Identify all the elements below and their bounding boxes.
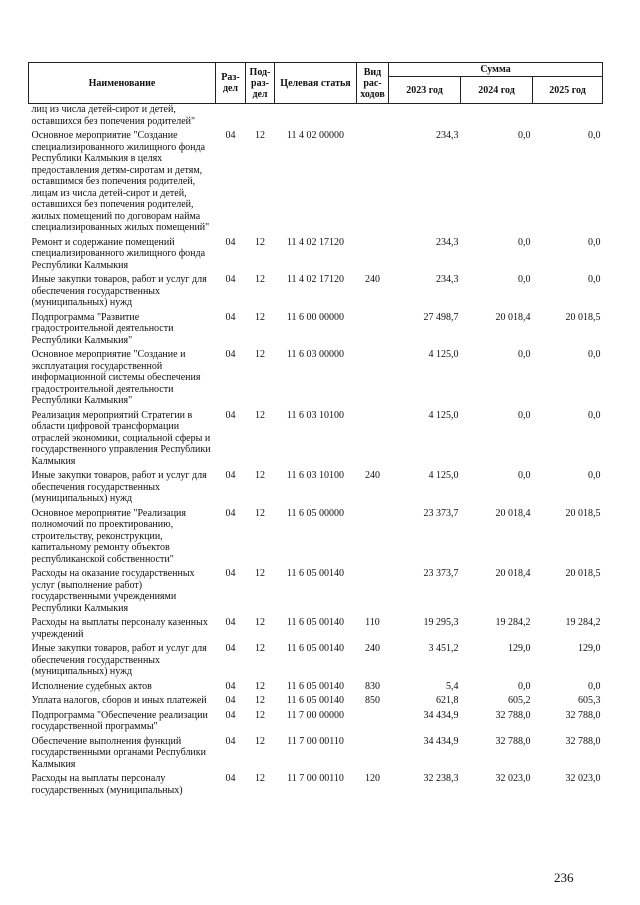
row-name: Ремонт и содержание помещений специализированного жилищного фонда Республики Калмыкия	[31, 236, 206, 271]
row-tselevaya-statya: 11 6 03 00000	[286, 349, 345, 360]
table-row	[29, 617, 603, 643]
table-row	[29, 130, 603, 237]
row-razdel: 04	[225, 130, 236, 141]
row-sum-2023: 19 295,3	[423, 617, 459, 628]
row-vid-raskhodov: 240	[365, 643, 380, 654]
row-sum-2025: 19 284,2	[565, 617, 601, 628]
row-tselevaya-statya: 11 7 00 00110	[287, 773, 344, 784]
table-row	[29, 568, 603, 617]
header-razdel: Раз-дел	[216, 63, 246, 104]
table-row	[29, 237, 603, 275]
row-podrazdel: 12	[255, 680, 265, 692]
row-sum-2023: 3 451,2	[428, 643, 459, 654]
row-sum-2024: 0,0	[518, 349, 531, 360]
row-podrazdel: 12	[255, 617, 265, 628]
row-sum-2024: 0,0	[518, 236, 531, 248]
row-razdel: 04	[225, 274, 236, 285]
row-tselevaya-statya: 11 6 05 00140	[286, 617, 345, 628]
row-sum-2025: 605,3	[578, 695, 601, 706]
table-row	[29, 710, 603, 736]
table-row	[29, 736, 603, 774]
row-sum-2023: 23 373,7	[423, 507, 459, 519]
header-year-2025: 2025 год	[533, 77, 603, 104]
row-sum-2024: 0,0	[518, 470, 531, 481]
row-sum-2023: 32 238,3	[423, 773, 459, 784]
row-sum-2023: 234,3	[436, 130, 459, 141]
header-tselevaya-statya: Целевая статья	[275, 63, 357, 104]
row-sum-2025: 0,0	[588, 236, 601, 248]
header-summa: Сумма	[389, 63, 603, 77]
row-name: Основное мероприятие "Создание и эксплуатация государственной информационной системы обеспечения градостроительной деятельности Республики Калмыкия"	[31, 349, 201, 406]
row-podrazdel: 12	[255, 409, 265, 421]
row-podrazdel: 12	[255, 470, 265, 481]
row-sum-2025: 0,0	[588, 680, 601, 692]
row-podrazdel: 12	[255, 236, 265, 248]
row-tselevaya-statya: 11 4 02 17120	[286, 274, 345, 285]
row-sum-2023: 4 125,0	[428, 470, 459, 481]
row-sum-2023: 4 125,0	[428, 349, 459, 360]
row-razdel: 04	[225, 409, 236, 421]
row-sum-2023: 27 498,7	[423, 311, 459, 323]
row-name: Расходы на выплаты персоналу казенных учреждений	[31, 617, 208, 640]
row-sum-2024: 19 284,2	[495, 617, 531, 628]
row-podrazdel: 12	[255, 274, 265, 285]
table-row	[29, 508, 603, 569]
budget-table	[28, 62, 603, 799]
row-podrazdel: 12	[255, 643, 265, 654]
row-vid-raskhodov	[357, 104, 389, 131]
table-header	[29, 63, 603, 104]
row-name: Основное мероприятие "Создание специализированного жилищного фонда Республики Калмыкия в целях предоставления детям-сиротам и детям, оставшимся без попечения родителей, лицам из числа детей-сирот и детей, оставшихся без попечения родителей, жилых помещений по договорам найма специализированных жилых помещений"	[31, 130, 210, 233]
row-sum-2025: 32 788,0	[565, 735, 601, 747]
row-sum-2025: 129,0	[578, 643, 601, 654]
table-row	[29, 312, 603, 350]
row-razdel: 04	[225, 643, 236, 654]
row-podrazdel: 12	[255, 735, 265, 747]
row-sum-2024: 0,0	[518, 409, 531, 421]
table-row	[29, 274, 603, 312]
row-sum-2024: 32 788,0	[495, 735, 531, 747]
row-name: Подпрограмма "Развитие градостроительной деятельности Республики Калмыкия"	[31, 311, 174, 346]
row-tselevaya-statya: 11 6 00 00000	[286, 311, 345, 323]
row-sum-2024: 605,2	[508, 695, 531, 706]
row-razdel: 04	[225, 470, 236, 481]
row-tselevaya-statya: 11 4 02 17120	[286, 236, 345, 248]
header-podrazdel: Под-раз-дел	[246, 63, 275, 104]
header-vid-raskhodov: Вид рас-ходов	[357, 63, 389, 104]
row-sum-2025	[533, 104, 603, 131]
row-podrazdel: 12	[255, 568, 265, 579]
row-sum-2023: 5,4	[446, 680, 459, 692]
row-vid-raskhodov: 110	[365, 617, 380, 628]
row-name: Подпрограмма "Обеспечение реализации государственной программы"	[31, 709, 208, 732]
row-name: Расходы на выплаты персоналу государственных (муниципальных)	[31, 773, 183, 796]
row-sum-2025: 0,0	[588, 130, 601, 141]
row-sum-2025: 0,0	[588, 409, 601, 421]
row-razdel: 04	[225, 311, 236, 323]
row-sum-2025: 20 018,5	[565, 507, 601, 519]
row-tselevaya-statya: 11 7 00 00110	[287, 735, 344, 747]
row-razdel: 04	[225, 735, 236, 747]
row-vid-raskhodov: 120	[365, 773, 380, 784]
row-sum-2024: 0,0	[518, 130, 531, 141]
row-razdel: 04	[225, 773, 236, 784]
row-razdel	[216, 104, 246, 131]
header-year-2023: 2023 год	[389, 77, 461, 104]
row-sum-2023	[389, 104, 461, 131]
page-number: 236	[554, 870, 574, 885]
row-sum-2025: 20 018,5	[565, 568, 601, 579]
row-tselevaya-statya: 11 6 05 00140	[286, 643, 345, 654]
row-razdel: 04	[225, 568, 236, 579]
row-razdel: 04	[225, 349, 236, 360]
row-sum-2023: 4 125,0	[428, 409, 459, 421]
row-vid-raskhodov	[357, 312, 389, 350]
row-vid-raskhodov	[357, 710, 389, 736]
row-sum-2023: 234,3	[436, 236, 459, 248]
row-name: Основное мероприятие "Реализация полномочий по проектированию, строительству, реконструкции, капитальному ремонту объектов республиканской собственности"	[31, 507, 187, 565]
row-podrazdel: 12	[255, 349, 265, 360]
row-name: Расходы на оказание государственных услуг (выполнение работ) государственными учреждениями Республики Калмыкия	[31, 568, 195, 614]
table-body	[29, 104, 603, 800]
row-name: Иные закупки товаров, работ и услуг для обеспечения государственных (муниципальных) нужд	[31, 470, 207, 504]
row-razdel: 04	[225, 236, 236, 248]
row-name: лиц из числа детей-сирот и детей, оставшихся без попечения родителей"	[31, 104, 196, 127]
row-sum-2024: 129,0	[508, 643, 531, 654]
row-name: Иные закупки товаров, работ и услуг для обеспечения государственных (муниципальных) нужд	[31, 274, 207, 308]
table-row	[29, 695, 603, 710]
row-sum-2023: 34 434,9	[423, 709, 459, 721]
row-sum-2024: 20 018,4	[495, 507, 531, 519]
row-vid-raskhodov	[357, 349, 389, 410]
row-podrazdel: 12	[255, 695, 265, 706]
row-vid-raskhodov: 830	[365, 680, 380, 692]
row-tselevaya-statya: 11 6 03 10100	[286, 409, 345, 421]
budget-table-container	[28, 62, 602, 799]
row-vid-raskhodov: 240	[365, 470, 380, 481]
row-sum-2025: 32 788,0	[565, 709, 601, 721]
table-row	[29, 470, 603, 508]
row-name: Уплата налогов, сборов и иных платежей	[31, 695, 207, 706]
table-row	[29, 681, 603, 696]
row-vid-raskhodov	[357, 410, 389, 471]
row-sum-2025: 20 018,5	[565, 311, 601, 323]
row-sum-2023: 34 434,9	[423, 735, 459, 747]
table-row	[29, 410, 603, 471]
table-row	[29, 349, 603, 410]
row-sum-2023: 23 373,7	[423, 568, 459, 579]
row-vid-raskhodov	[357, 736, 389, 774]
row-sum-2024: 32 023,0	[495, 773, 531, 784]
row-podrazdel: 12	[255, 311, 265, 323]
table-row	[29, 643, 603, 681]
row-sum-2023: 621,8	[436, 695, 459, 706]
row-vid-raskhodov: 850	[365, 695, 380, 706]
row-tselevaya-statya: 11 4 02 00000	[286, 130, 345, 141]
row-name: Реализация мероприятий Стратегии в области цифровой трансформации отраслей экономики, социальной сферы и государственного управления Республики Калмыкия	[31, 409, 211, 467]
header-year-2024: 2024 год	[461, 77, 533, 104]
row-name: Обеспечение выполнения функций государственными органами Республики Калмыкия	[31, 735, 206, 770]
row-sum-2023: 234,3	[436, 274, 459, 285]
row-tselevaya-statya: 11 6 05 00140	[286, 695, 345, 706]
row-podrazdel	[246, 104, 275, 131]
header-name: Наименование	[29, 63, 216, 104]
row-sum-2025: 0,0	[588, 274, 601, 285]
row-sum-2024: 32 788,0	[495, 709, 531, 721]
table-row	[29, 104, 603, 131]
row-sum-2024: 20 018,4	[495, 568, 531, 579]
row-vid-raskhodov	[357, 130, 389, 237]
row-tselevaya-statya: 11 6 05 00000	[286, 507, 345, 519]
row-name: Иные закупки товаров, работ и услуг для обеспечения государственных (муниципальных) нужд	[31, 643, 207, 677]
row-vid-raskhodov	[357, 568, 389, 617]
row-tselevaya-statya: 11 6 05 00140	[286, 568, 345, 579]
row-podrazdel: 12	[255, 773, 265, 784]
row-razdel: 04	[225, 507, 236, 519]
row-sum-2024: 0,0	[518, 274, 531, 285]
row-sum-2025: 32 023,0	[565, 773, 601, 784]
row-sum-2025: 0,0	[588, 349, 601, 360]
row-vid-raskhodov	[357, 508, 389, 569]
row-tselevaya-statya: 11 6 03 10100	[286, 470, 345, 481]
row-sum-2025: 0,0	[588, 470, 601, 481]
table-row	[29, 773, 603, 799]
row-tselevaya-statya: 11 6 05 00140	[286, 680, 345, 692]
row-razdel: 04	[225, 709, 236, 721]
row-razdel: 04	[225, 695, 236, 706]
row-tselevaya-statya: 11 7 00 00000	[286, 709, 345, 721]
row-sum-2024: 0,0	[518, 680, 531, 692]
row-tselevaya-statya	[275, 104, 357, 131]
row-podrazdel: 12	[255, 130, 265, 141]
row-razdel: 04	[225, 617, 236, 628]
row-name: Исполнение судебных актов	[31, 680, 152, 692]
row-podrazdel: 12	[255, 709, 265, 721]
row-vid-raskhodov	[357, 237, 389, 275]
row-sum-2024	[461, 104, 533, 131]
row-sum-2024: 20 018,4	[495, 311, 531, 323]
row-podrazdel: 12	[255, 507, 265, 519]
row-razdel: 04	[225, 680, 236, 692]
row-vid-raskhodov: 240	[365, 274, 380, 285]
